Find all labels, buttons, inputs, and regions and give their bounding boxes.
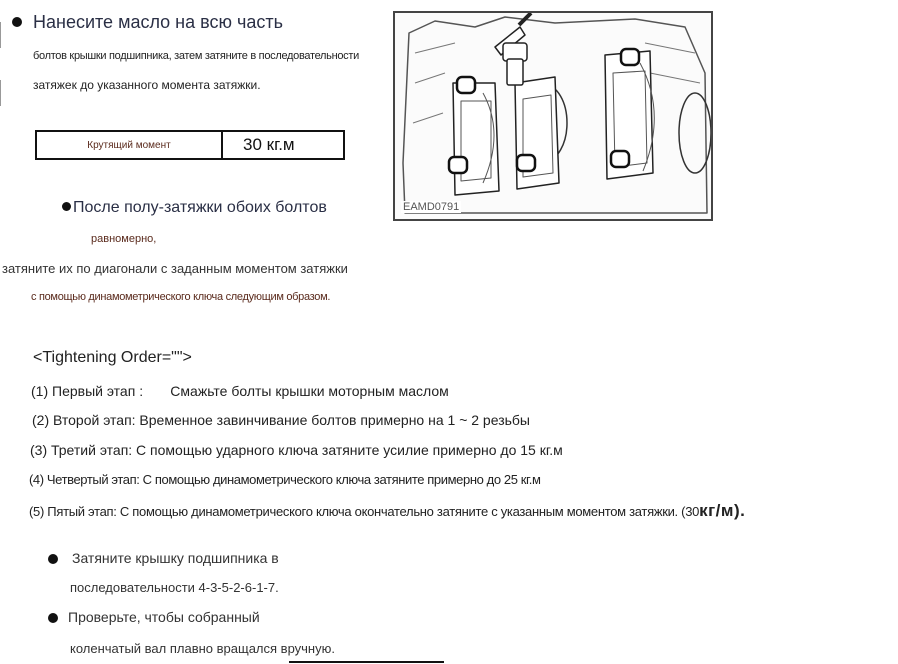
bullet-dot [48,554,58,564]
figure-code: EAMD0791 [403,201,460,213]
bullet-dot [12,17,22,27]
tightening-step-4: (4) Четвертый этап: С помощью динамометрического ключа затяните примерно до 25 кг.м [29,472,541,487]
step1-title: Нанесите масло на всю часть [33,12,283,32]
bullet-dot [48,613,58,623]
bearing-cap-illustration [395,13,711,219]
tightening-step-2: (2) Второй этап: Временное завинчивание болтов примерно на 1 ~ 2 резьбы [32,412,530,428]
tightening-step-1: (1) Первый этап : Смажьте болты крышки моторным маслом [31,383,449,399]
step1-line3: затяжек до указанного момента затяжки. [33,78,261,92]
tightening-heading: <Tightening Order=""> [33,349,192,366]
step2-line4: с помощью динамометрического ключа следующим образом. [31,291,331,303]
margin-mark [0,22,1,48]
bullet-1-line2: последовательности 4-3-5-2-6-1-7. [70,580,279,595]
tightening-step-5-text: (5) Пятый этап: С помощью динамометрического ключа окончательно затяните с указанным моментом затяжки. (30 [29,504,700,519]
bullet-2-line2: коленчатый вал плавно вращался вручную. [70,641,335,656]
tightening-step-5 [29,501,745,521]
tightening-step-3: (3) Третий этап: С помощью ударного ключа затяните усилие примерно до 15 кг.м [30,442,563,458]
step2-title-text: После полу-затяжки обоих болтов [73,199,327,216]
step2-line3: затяните их по диагонали с заданным моментом затяжки [2,261,348,276]
step2-title [62,199,327,217]
torque-value: 30 кг.м [243,135,295,154]
torque-label: Крутящий момент [37,132,223,158]
margin-mark [0,80,1,106]
torque-table [35,130,345,160]
bullet-2-line1: Проверьте, чтобы собранный [68,609,260,625]
tightening-step-5-unit: кг/м). [699,501,746,520]
step2-line2: равномерно, [91,233,157,245]
engine-figure [393,11,713,221]
bullet-1-line1: Затяните крышку подшипника в [72,550,279,566]
bottom-rule [289,661,444,663]
step1-line2: болтов крышки подшипника, затем затяните в последовательности [33,50,359,62]
bullet-dot [62,202,71,211]
